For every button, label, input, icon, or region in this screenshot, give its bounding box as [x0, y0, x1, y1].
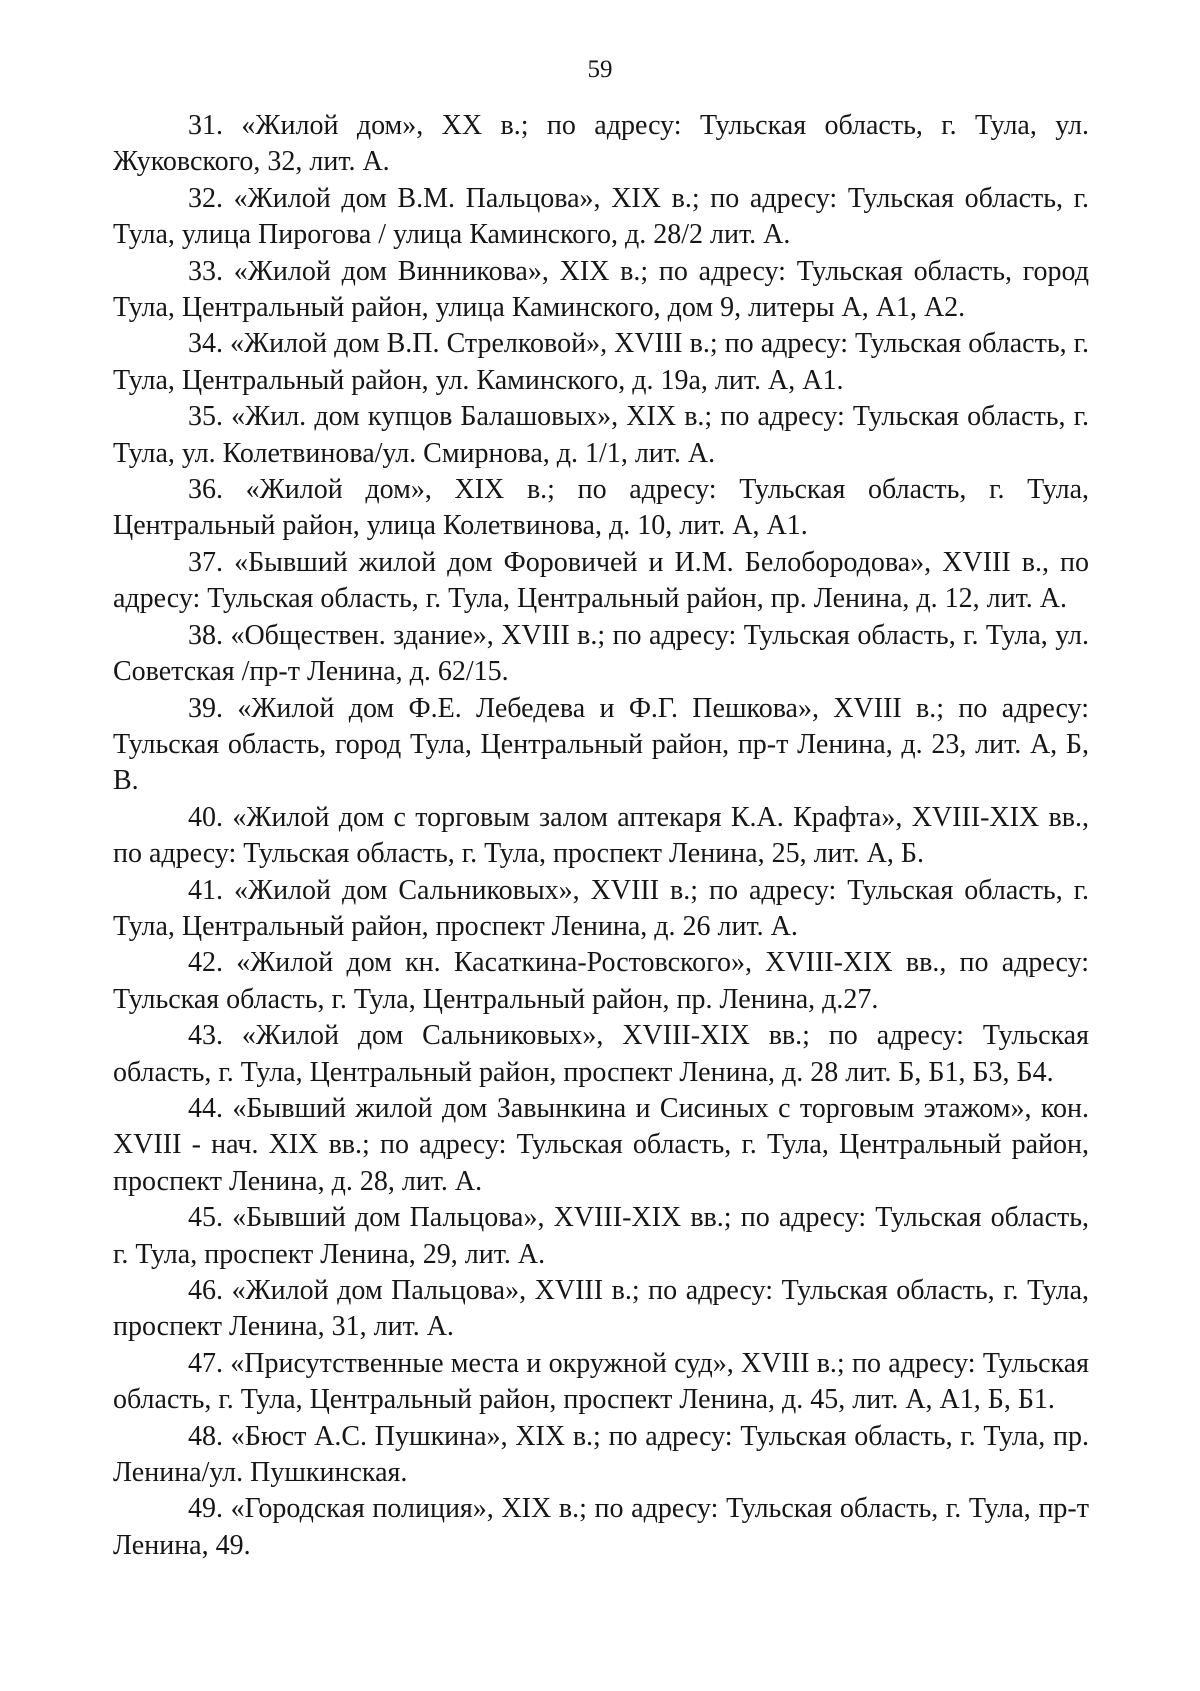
list-item: 42. «Жилой дом кн. Касаткина-Ростовского», XVIII-XIX вв., по адресу: Тульская область, г. Тула, Центральный район, пр. Ленина, д.27. [113, 947, 1089, 1015]
heritage-object-list [113, 108, 1089, 1564]
page-number: 59 [587, 56, 613, 83]
list-item: 35. «Жил. дом купцов Балашовых», XIX в.; по адресу: Тульская область, г. Тула, ул. Колетвинова/ул. Смирнова, д. 1/1, лит. А. [113, 401, 1089, 469]
list-item: 43. «Жилой дом Сальниковых», XVIII-XIX вв.; по адресу: Тульская область, г. Тула, Центральный район, проспект Ленина, д. 28 лит. Б, Б1, Б3, Б4. [113, 1020, 1089, 1088]
list-item: 39. «Жилой дом Ф.Е. Лебедева и Ф.Г. Пешкова», XVIII в.; по адресу: Тульская область, город Тула, Центральный район, пр-т Ленина, д. 23, лит. А, Б, В. [113, 692, 1089, 797]
list-item: 48. «Бюст А.С. Пушкина», XIX в.; по адресу: Тульская область, г. Тула, пр. Ленина/ул. Пушкинская. [113, 1420, 1089, 1489]
list-item: 40. «Жилой дом с торговым залом аптекаря К.А. Крафта», XVIII-XIX вв., по адресу: Тульская область, г. Тула, проспект Ленина, 25, лит. А, Б. [113, 801, 1089, 870]
list-item: 44. «Бывший жилой дом Завынкина и Сисиных с торговым этажом», кон. XVIII - нач. XIX вв.; по адресу: Тульская область, г. Тула, Центральный район, проспект Ленина, д. 28, лит. А. [113, 1092, 1089, 1197]
list-item: 45. «Бывший дом Пальцова», XVIII-XIX вв.; по адресу: Тульская область, г. Тула, проспект Ленина, 29, лит. А. [113, 1202, 1089, 1270]
list-item: 49. «Городская полиция», XIX в.; по адресу: Тульская область, г. Тула, пр-т Ленина, 49. [113, 1493, 1089, 1561]
list-item: 34. «Жилой дом В.П. Стрелковой», XVIII в.; по адресу: Тульская область, г. Тула, Центральный район, ул. Каминского, д. 19а, лит. А, А1. [113, 328, 1089, 396]
list-item: 36. «Жилой дом», XIX в.; по адресу: Тульская область, г. Тула, Центральный район, улица Колетвинова, д. 10, лит. А, А1. [113, 474, 1089, 542]
list-item: 38. «Обществен. здание», XVIII в.; по адресу: Тульская область, г. Тула, ул. Советская /пр-т Ленина, д. 62/15. [113, 619, 1089, 688]
list-item: 37. «Бывший жилой дом Форовичей и И.М. Белобородова», XVIII в., по адресу: Тульская область, г. Тула, Центральный район, пр. Ленина, д. 12, лит. А. [113, 546, 1089, 615]
list-item: 41. «Жилой дом Сальниковых», XVIII в.; по адресу: Тульская область, г. Тула, Центральный район, проспект Ленина, д. 26 лит. А. [113, 874, 1089, 942]
list-item: 47. «Присутственные места и окружной суд», XVIII в.; по адресу: Тульская область, г. Тула, Центральный район, проспект Ленина, д. 45, лит. А, А1, Б, Б1. [113, 1347, 1089, 1416]
list-item: 46. «Жилой дом Пальцова», XVIII в.; по адресу: Тульская область, г. Тула, проспект Ленина, 31, лит. А. [113, 1275, 1089, 1343]
list-item: 33. «Жилой дом Винникова», XIX в.; по адресу: Тульская область, город Тула, Центральный район, улица Каминского, дом 9, литеры А, А1, А2. [113, 255, 1089, 324]
list-item: 31. «Жилой дом», XX в.; по адресу: Тульская область, г. Тула, ул. Жуковского, 32, лит. А. [113, 110, 1089, 178]
list-item: 32. «Жилой дом В.М. Пальцова», XIX в.; по адресу: Тульская область, г. Тула, улица Пирогова / улица Каминского, д. 28/2 лит. А. [113, 182, 1089, 251]
